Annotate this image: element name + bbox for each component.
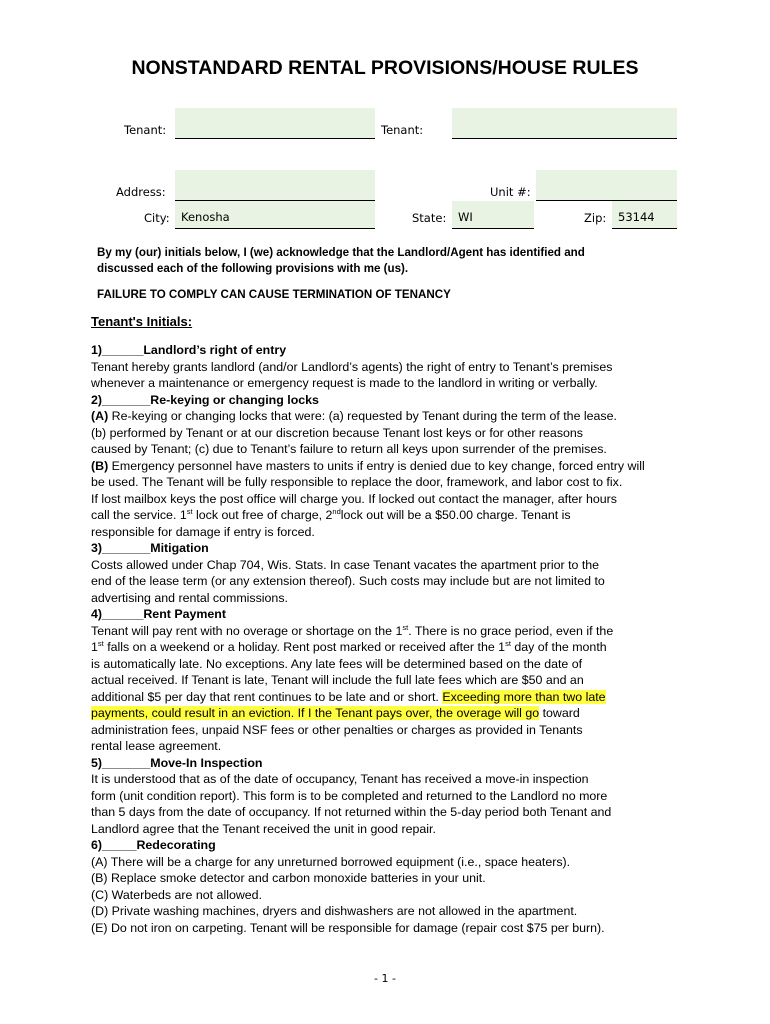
tenant1-field[interactable]: [175, 108, 375, 139]
section-2-line: caused by Tenant; (c) due to Tenant’s failure to return all keys upon surrender of the premises.: [91, 442, 607, 456]
section-2-line: be used. The Tenant will be fully responsible to replace the door, framework, and labor cost to fix.: [91, 475, 623, 489]
section-2-line: (B) Emergency personnel have masters to units if entry is denied due to key change, forced entry will: [91, 458, 645, 473]
section-5-line: It is understood that as of the date of occupancy, Tenant has received a move-in inspection: [91, 772, 589, 786]
section-6-line: (D) Private washing machines, dryers and dishwashers are not allowed in the apartment.: [91, 904, 578, 918]
section-5-line: Landlord agree that the Tenant received the unit in good repair.: [91, 821, 436, 836]
section-2-line: responsible for damage if entry is forced.: [91, 524, 315, 539]
acknowledgment-line-2: discussed each of the following provisions with me (us).: [97, 262, 409, 275]
document-title: NONSTANDARD RENTAL PROVISIONS/HOUSE RULES: [131, 57, 639, 79]
zip-label: Zip:: [584, 211, 607, 225]
section-4-line: rental lease agreement.: [91, 739, 222, 753]
acknowledgment-line-1: By my (our) initials below, I (we) acknowledge that the Landlord/Agent has identified and: [97, 246, 585, 259]
city-label: City:: [144, 211, 170, 225]
section-5-line: than 5 days from the date of occupancy. If not returned within the 5-day period both Tenant and: [91, 805, 612, 819]
section-4-line: is automatically late. No exceptions. Any late fees will be determined based on the date of: [91, 656, 583, 671]
section-3-line: advertising and rental commissions.: [91, 590, 288, 605]
section-2-line: (A) Re-keying or changing locks that were: (a) requested by Tenant during the term of the lease.: [91, 409, 617, 423]
address-label: Address:: [116, 185, 166, 199]
provisions-body: [91, 342, 731, 936]
state-label: State:: [412, 211, 447, 225]
zip-field[interactable]: 53144: [612, 201, 677, 229]
unit-field[interactable]: [536, 170, 677, 201]
section-6-heading: 6)_____Redecorating: [91, 838, 216, 852]
section-4-line: 1st falls on a weekend or a holiday. Rent post marked or received after the 1st day of the month: [91, 638, 607, 654]
section-1-line: Tenant hereby grants landlord (and/or Landlord’s agents) the right of entry to Tenant’s premises: [91, 359, 613, 374]
highlighted-text: Exceeding more than two late: [442, 689, 606, 704]
city-field[interactable]: Kenosha: [175, 201, 375, 229]
item-b-mark: (B): [91, 458, 109, 473]
section-3-line: end of the lease term (or any extension thereof). Such costs may include but are not limited to: [91, 574, 605, 588]
unit-label: Unit #:: [490, 185, 531, 199]
state-field[interactable]: WI: [452, 201, 534, 229]
section-6-line: (B) Replace smoke detector and carbon monoxide batteries in your unit.: [91, 871, 486, 885]
tenant-initials-header: Tenant's Initials:: [91, 314, 193, 329]
tenant2-label: Tenant:: [381, 123, 424, 137]
section-2-heading: 2)_______Re-keying or changing locks: [91, 392, 319, 407]
section-6-line: (C) Waterbeds are not allowed.: [91, 887, 263, 902]
section-5-line: form (unit condition report). This form is to be completed and returned to the Landlord no more: [91, 788, 608, 803]
highlighted-text: payments, could result in an eviction. If I the Tenant pays over, the overage will go: [91, 706, 540, 720]
section-2-line: If lost mailbox keys the post office will charge you. If locked out contact the manager, after hours: [91, 491, 617, 506]
tenant1-label: Tenant:: [124, 123, 167, 137]
section-4-line: payments, could result in an eviction. If I the Tenant pays over, the overage will go toward: [91, 706, 580, 720]
section-4-heading: 4)______Rent Payment: [91, 607, 226, 621]
section-2-line: (b) performed by Tenant or at our discretion because Tenant lost keys or for other reasons: [91, 425, 583, 440]
section-3-line: Costs allowed under Chap 704, Wis. Stats. In case Tenant vacates the apartment prior to the: [91, 557, 600, 572]
section-4-line: administration fees, unpaid NSF fees or other penalties or charges as provided in Tenants: [91, 722, 583, 737]
section-6-line: (E) Do not iron on carpeting. Tenant will be responsible for damage (repair cost $75 per burn).: [91, 920, 605, 935]
section-5-heading: 5)_______Move-In Inspection: [91, 755, 263, 770]
section-4-line: additional $5 per day that rent continues to be late and or short. Exceeding more than two late: [91, 689, 606, 704]
section-2-line: call the service. 1st lock out free of charge, 2ndlock out will be a $50.00 charge. Tenant is: [91, 506, 571, 522]
section-4-line: actual received. If Tenant is late, Tenant will include the full late fees which are $50 and an: [91, 673, 584, 687]
tenant2-field[interactable]: [452, 108, 677, 139]
termination-warning: FAILURE TO COMPLY CAN CAUSE TERMINATION OF TENANCY: [97, 288, 451, 301]
section-6-line: (A) There will be a charge for any unreturned borrowed equipment (i.e., space heaters).: [91, 854, 571, 869]
section-1-line: whenever a maintenance or emergency request is made to the landlord in writing or verbally.: [91, 376, 598, 390]
section-4-line: Tenant will pay rent with no overage or shortage on the 1st. There is no grace period, even if the: [91, 622, 614, 638]
item-a-mark: (A): [91, 409, 109, 423]
address-field[interactable]: [175, 170, 375, 201]
page-number: - 1 -: [374, 972, 396, 985]
section-3-heading: 3)_______Mitigation: [91, 541, 209, 555]
section-1-heading: 1)______Landlord’s right of entry: [91, 343, 287, 357]
